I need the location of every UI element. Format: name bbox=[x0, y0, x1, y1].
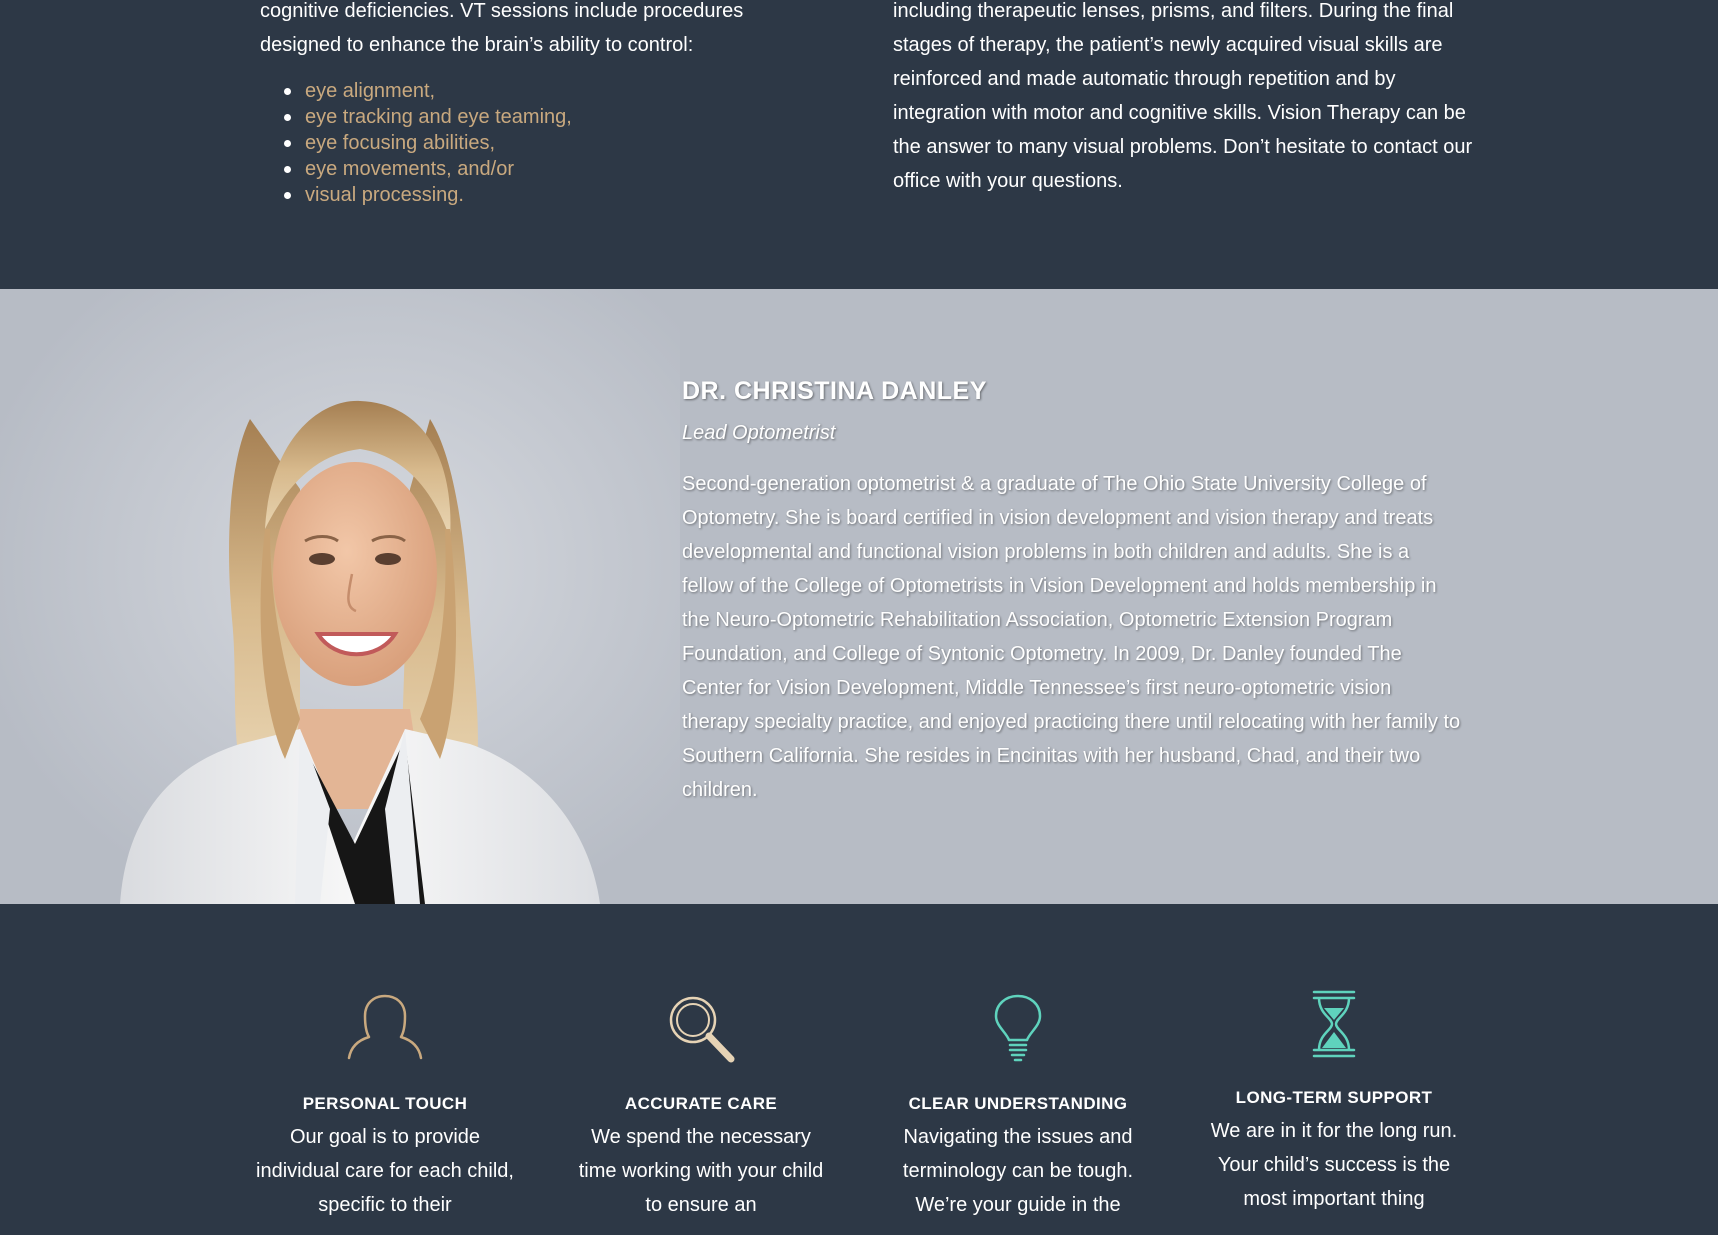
intro-right-column bbox=[893, 0, 1473, 198]
hourglass-icon bbox=[1294, 988, 1374, 1060]
person-icon bbox=[345, 992, 425, 1064]
feature-title: ACCURATE CARE bbox=[624, 1094, 778, 1113]
list-item: eye focusing abilities, bbox=[284, 130, 820, 156]
feature-long-term-support bbox=[1204, 904, 1464, 1216]
vision-therapy-intro-section bbox=[0, 0, 1718, 289]
feature-personal-touch bbox=[255, 904, 515, 1222]
doctor-bio-text bbox=[682, 377, 1462, 807]
feature-accurate-care bbox=[571, 904, 831, 1222]
list-item: eye tracking and eye teaming, bbox=[284, 104, 820, 130]
intro-right-paragraph: including therapeutic lenses, prisms, and filters. During the final stages of therapy, the patient’s newly acquired visual skills are reinforced and made automatic through repetition and by integration with motor and cognitive skills. Vision Therapy can be the answer to many visual problems. Don’t hesitate to contact our office with your questions. bbox=[893, 0, 1473, 192]
intro-left-column bbox=[260, 0, 820, 208]
feature-text: Navigating the issues and terminology can be tough. We’re your guide in the bbox=[902, 1126, 1134, 1216]
feature-title: PERSONAL TOUCH bbox=[302, 1094, 468, 1113]
magnifier-icon bbox=[661, 992, 741, 1064]
feature-text: We are in it for the long run. Your child’s success is the most important thing bbox=[1210, 1120, 1458, 1210]
skills-list bbox=[284, 78, 820, 208]
features-section bbox=[0, 904, 1718, 1235]
list-item: eye movements, and/or bbox=[284, 156, 820, 182]
feature-title: LONG-TERM SUPPORT bbox=[1235, 1088, 1433, 1107]
feature-clear-understanding bbox=[888, 904, 1148, 1222]
doctor-portrait-image bbox=[0, 289, 680, 904]
feature-text: Our goal is to provide individual care for each child, specific to their bbox=[256, 1126, 514, 1216]
doctor-name: DR. CHRISTINA DANLEY bbox=[682, 377, 987, 405]
feature-text: We spend the necessary time working with your child to ensure an bbox=[578, 1126, 824, 1216]
intro-left-paragraph: cognitive deficiencies. VT sessions include procedures designed to enhance the brain’s ability to control: bbox=[260, 0, 744, 56]
lightbulb-icon bbox=[978, 992, 1058, 1064]
feature-title: CLEAR UNDERSTANDING bbox=[908, 1094, 1128, 1113]
list-item: eye alignment, bbox=[284, 78, 820, 104]
doctor-bio-section bbox=[0, 289, 1718, 904]
list-item: visual processing. bbox=[284, 182, 820, 208]
doctor-role: Lead Optometrist bbox=[682, 422, 836, 444]
doctor-bio-paragraph: Second-generation optometrist & a graduate of The Ohio State University College of Optometry. She is board certified in vision development and vision therapy and treats developmental and functional vision problems in both children and adults. She is a fellow of the College of Optometrists in Vision Development and holds membership in the Neuro-Optometric Rehabilitation Association, Optometric Extension Program Foundation, and College of Syntonic Optometry. In 2009, Dr. Danley founded The Center for Vision Development, Middle Tennessee’s first neuro-optometric vision therapy specialty practice, and enjoyed practicing there until relocating with her family to Southern California. She resides in Encinitas with her husband, Chad, and their two children. bbox=[682, 473, 1461, 801]
